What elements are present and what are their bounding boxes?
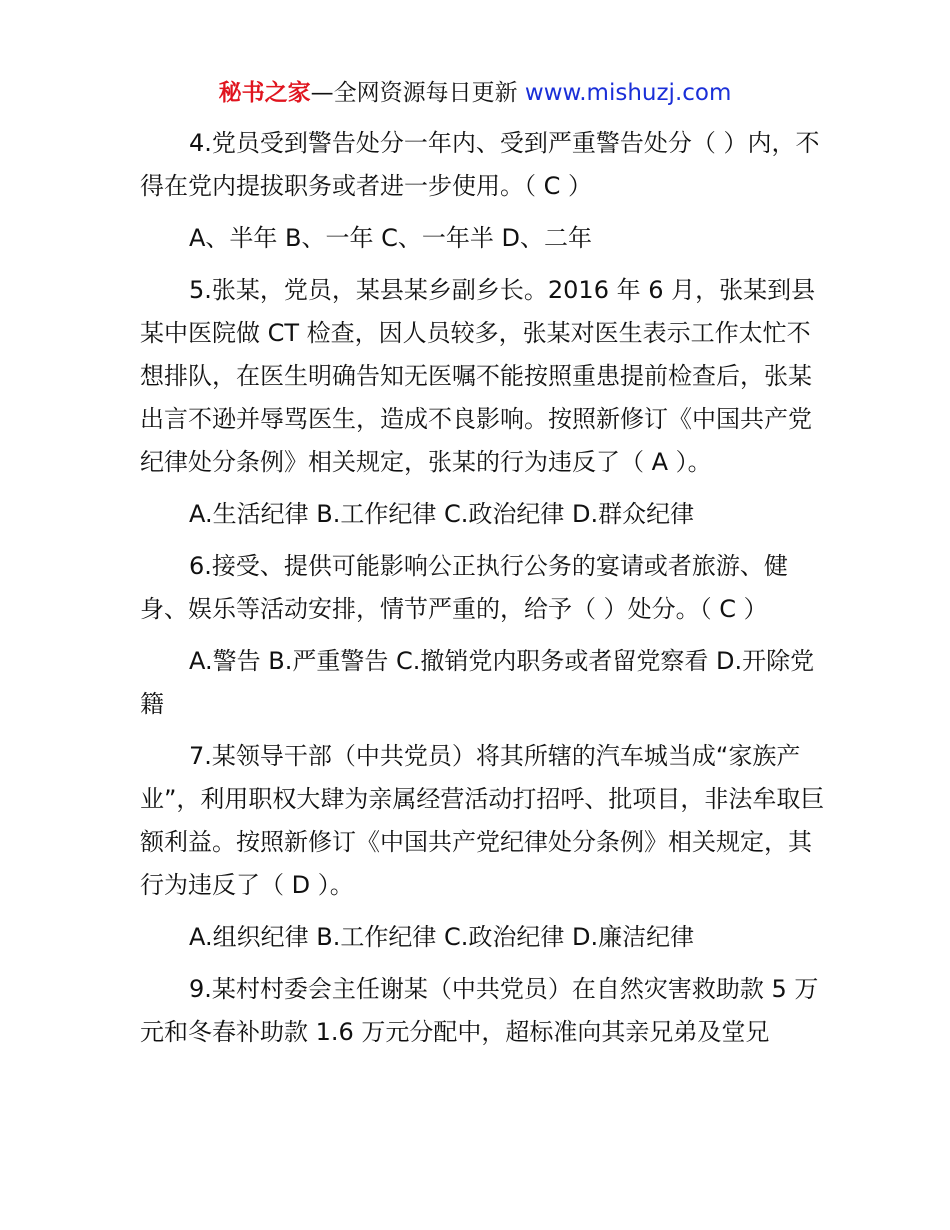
question-7-text: 7.某领导干部（中共党员）将其所辖的汽车城当成“家族产业”，利用职权大肆为亲属经营活动打招呼、批项目，非法牟取巨额利益。按照新修订《中国共产党纪律处分条例》相关规定，其行为违反了（ D ）。 [140,742,825,899]
question-6-text: 6.接受、提供可能影响公正执行公务的宴请或者旅游、健身、娱乐等活动安排，情节严重的，给予（ ）处分。（ C ） [140,552,788,623]
question-9-text: 9.某村村委会主任谢某（中共党员）在自然灾害救助款 5 万元和冬春补助款 1.6 万元分配中，超标准向其亲兄弟及堂兄 [140,975,819,1046]
question-4 [140,122,830,208]
site-link[interactable]: www.mishuzj.com [517,80,732,106]
question-6-options-text: A.警告 B.严重警告 C.撤销党内职务或者留党察看 D.开除党籍 [140,647,815,718]
question-4-options-text: A、半年 B、一年 C、一年半 D、二年 [189,224,593,252]
question-7-options-text: A.组织纪律 B.工作纪律 C.政治纪律 D.廉洁纪律 [189,923,695,951]
brand-name: 秘书之家 [218,80,311,106]
question-5-options-text: A.生活纪律 B.工作纪律 C.政治纪律 D.群众纪律 [189,500,695,528]
page-header [0,78,950,108]
question-5-options [140,493,830,536]
document-body [140,122,830,1063]
question-5 [140,269,830,484]
question-7 [140,735,830,907]
question-9 [140,968,830,1054]
question-5-text: 5.张某，党员，某县某乡副乡长。2016 年 6 月，张某到县某中医院做 CT 检查，因人员较多，张某对医生表示工作太忙不想排队，在医生明确告知无医嘱不能按照重患提前检查后，张某出言不逊并辱骂医生，造成不良影响。按照新修订《中国共产党纪律处分条例》相关规定，张某的行为违反了（ A ）。 [140,276,816,476]
question-4-options [140,217,830,260]
question-7-options [140,916,830,959]
question-6-options [140,640,830,726]
question-6 [140,545,830,631]
question-4-text: 4.党员受到警告处分一年内、受到严重警告处分（ ）内，不得在党内提拔职务或者进一步使用。（ C ） [140,129,820,200]
header-tagline: —全网资源每日更新 [310,80,518,106]
